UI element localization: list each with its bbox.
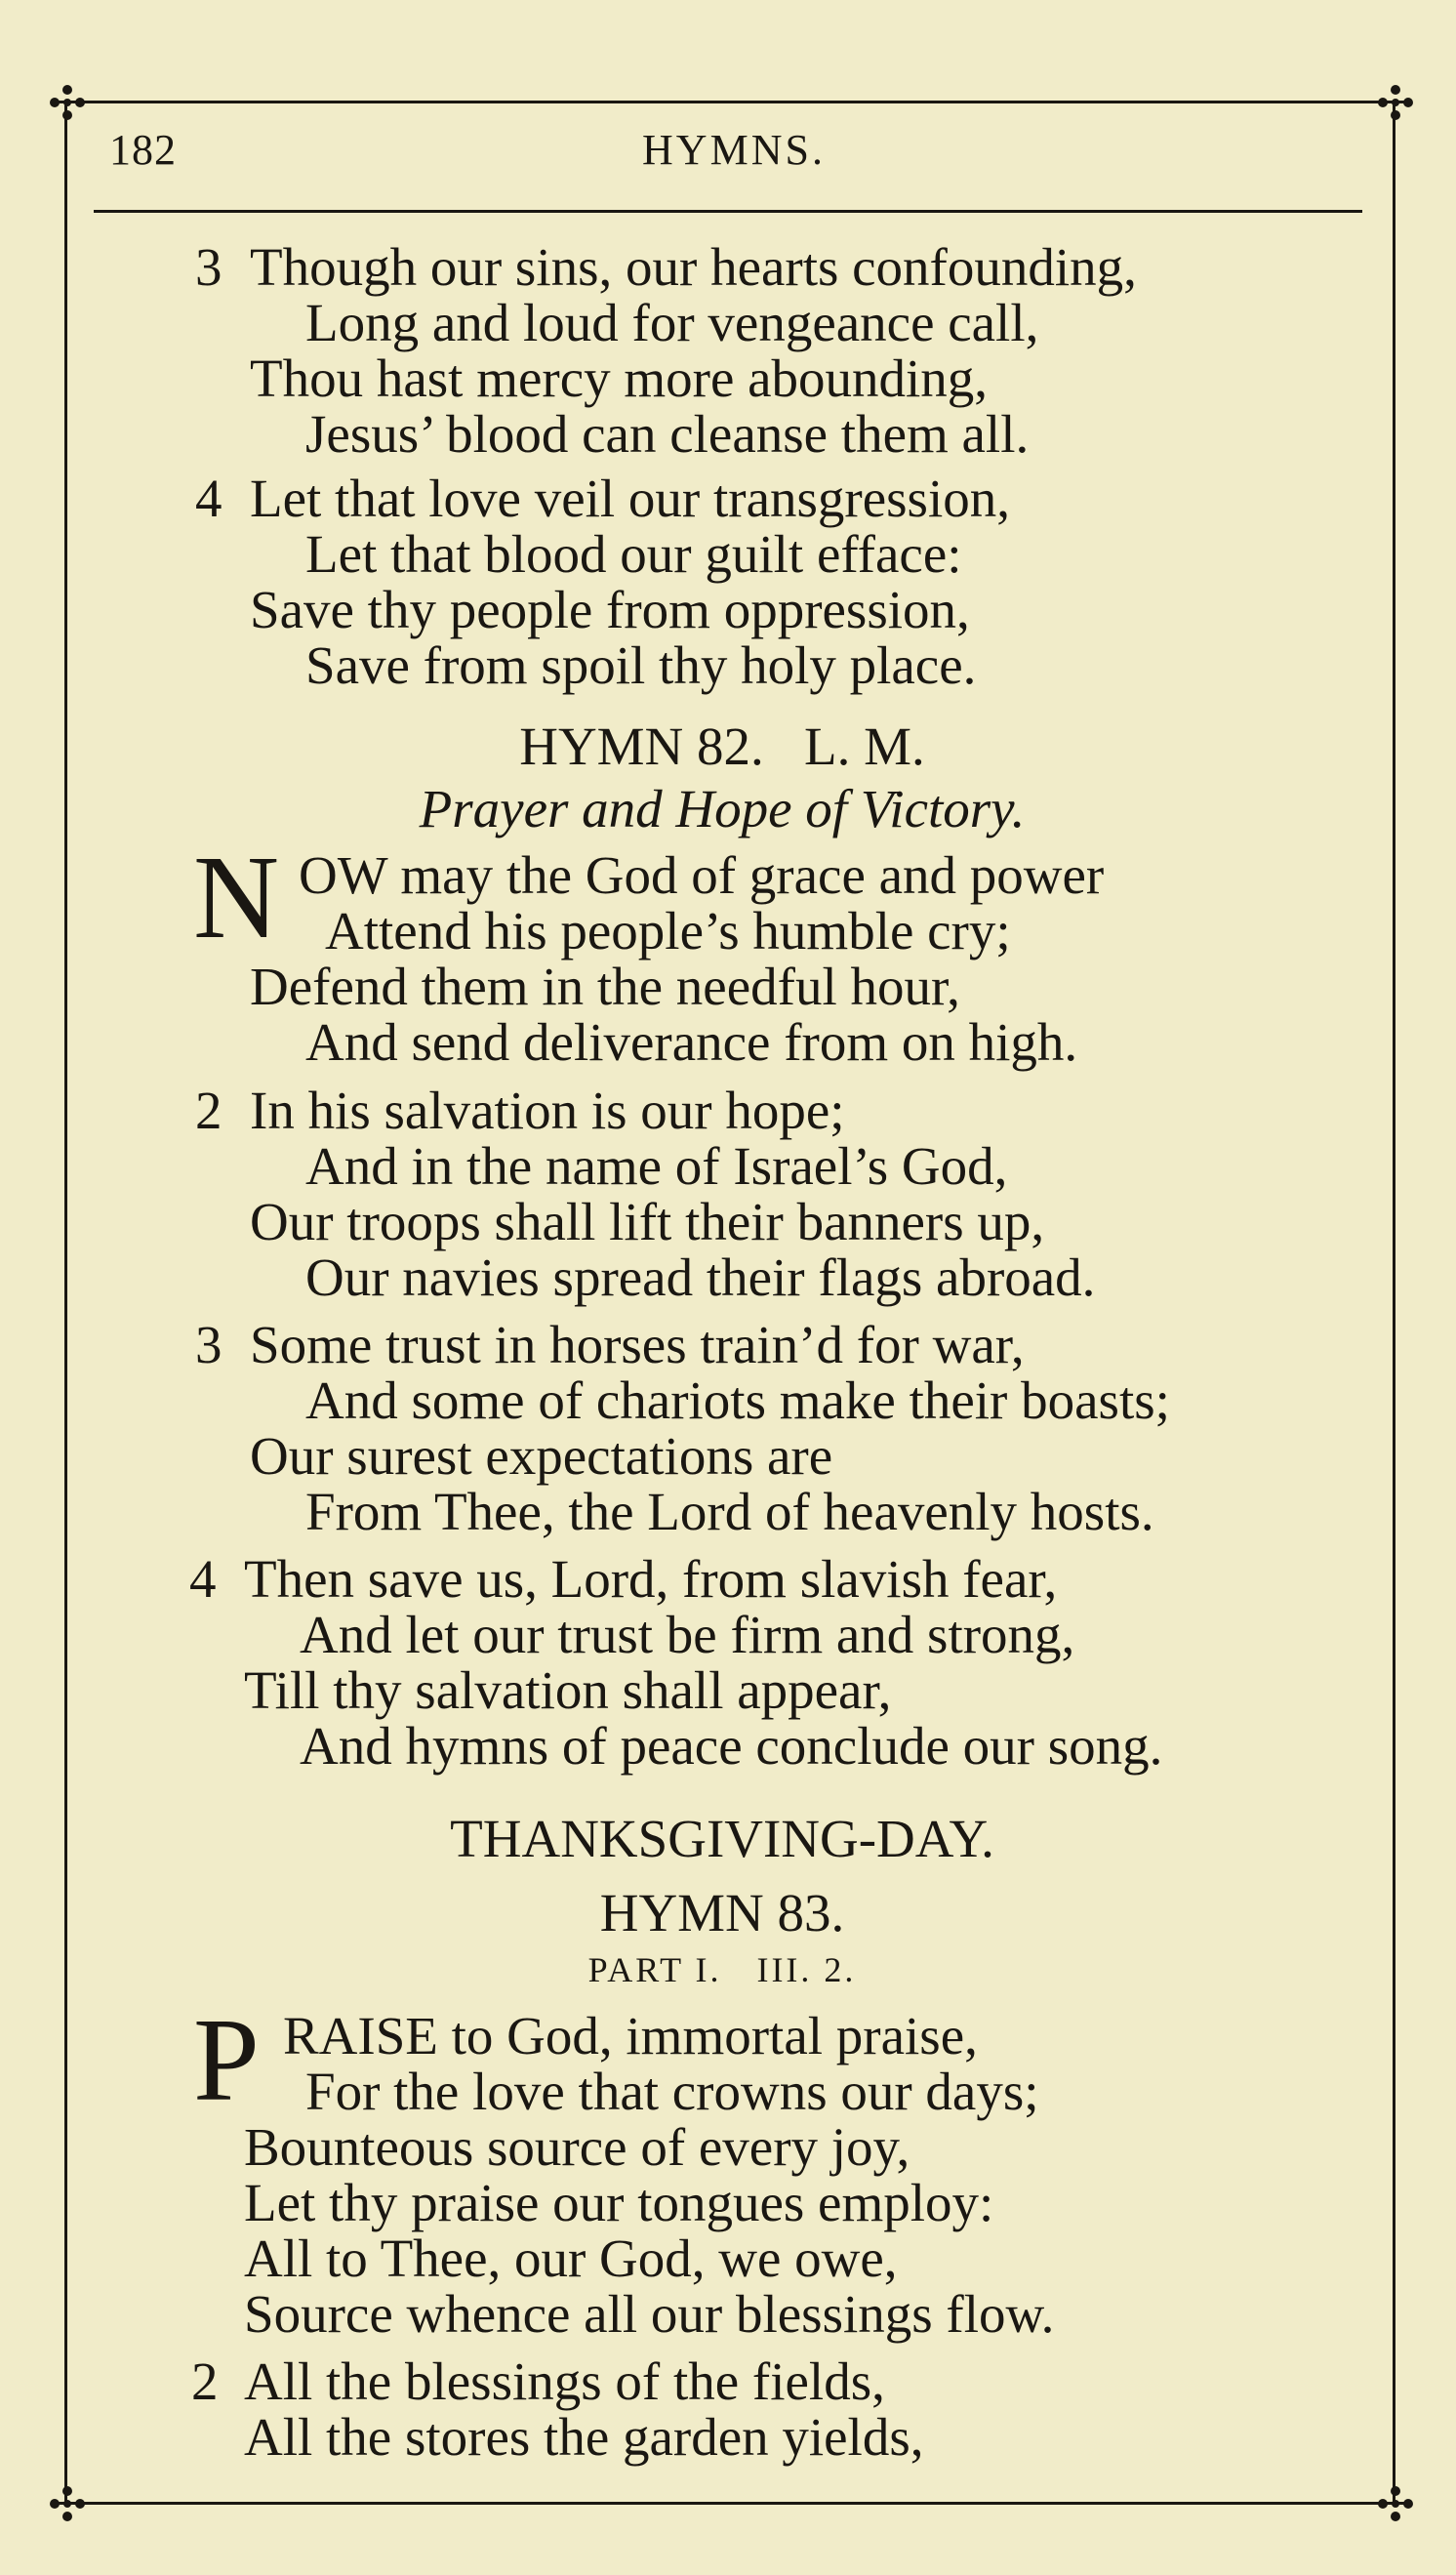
corner-ornament-icon: [43, 2479, 92, 2528]
verse-line: All the blessings of the fields,: [244, 2351, 885, 2411]
verse-line: Though our sins, our hearts confounding,: [250, 237, 1137, 297]
verse-line: Our surest expectations are: [250, 1426, 833, 1486]
verse-line: Our navies spread their flags abroad.: [305, 1247, 1096, 1307]
corner-ornament-icon: [43, 78, 92, 127]
verse-line: And in the name of Israel’s God,: [305, 1136, 1008, 1196]
verse-line: RAISE to God, immortal praise,: [283, 2006, 978, 2065]
drop-cap: N: [193, 832, 280, 963]
verse-number: 2: [191, 2351, 219, 2411]
verse-line: Some trust in horses train’d for war,: [250, 1315, 1025, 1374]
running-title: HYMNS.: [642, 126, 826, 174]
verse-line: Let thy praise our tongues employ:: [244, 2173, 994, 2232]
verse-line: All to Thee, our God, we owe,: [244, 2228, 898, 2288]
verse-line: Thou hast mercy more abounding,: [250, 348, 989, 408]
page-header: [109, 125, 1358, 184]
verse-number: 4: [189, 1549, 217, 1609]
verse-number: 3: [195, 237, 222, 297]
bottom-border-rule: [59, 2502, 1405, 2505]
page-number: 182: [109, 126, 177, 174]
verse-line: Jesus’ blood can cleanse them all.: [305, 404, 1030, 464]
part-meter-label: PART I. III. 2.: [587, 1950, 857, 1989]
top-border-rule: [59, 101, 1405, 103]
verse-line: And send deliverance from on high.: [305, 1012, 1078, 1072]
right-border-rule: [1393, 105, 1395, 2502]
verse-line: For the love that crowns our days;: [305, 2062, 1039, 2121]
verse-line: Our troops shall lift their banners up,: [250, 1192, 1045, 1251]
verse-number: 2: [195, 1081, 222, 1140]
verse-line: In his salvation is our hope;: [250, 1081, 845, 1140]
verse-line: And let our trust be firm and strong,: [300, 1605, 1075, 1664]
corner-ornament-icon: [1371, 78, 1420, 127]
verse-line: Bounteous source of every joy,: [244, 2117, 910, 2177]
hymn-heading: HYMN 82. L. M.: [519, 716, 925, 776]
verse-number: 3: [195, 1315, 222, 1374]
header-underline-rule: [94, 210, 1362, 213]
verse-line: From Thee, the Lord of heavenly hosts.: [305, 1482, 1154, 1541]
verse-line: Save from spoil thy holy place.: [305, 635, 977, 695]
verse-line: Let that love veil our transgression,: [250, 469, 1010, 528]
verse-line: All the stores the garden yields,: [244, 2407, 924, 2467]
hymn-heading: HYMN 83.: [599, 1883, 845, 1942]
verse-line: Defend them in the needful hour,: [250, 957, 960, 1016]
hymn-subtitle: Prayer and Hope of Victory.: [419, 779, 1026, 838]
verse-line: Save thy people from oppression,: [250, 580, 970, 639]
verse-line: Till thy salvation shall appear,: [244, 1660, 892, 1720]
verse-line: And some of chariots make their boasts;: [305, 1370, 1170, 1430]
left-border-rule: [64, 105, 67, 2502]
corner-ornament-icon: [1371, 2479, 1420, 2528]
verse-line: OW may the God of grace and power: [299, 845, 1105, 905]
verse-line: Long and loud for vengeance call,: [305, 293, 1039, 352]
section-title: THANKSGIVING-DAY.: [450, 1809, 994, 1868]
verse-line: Source whence all our blessings flow.: [244, 2284, 1055, 2344]
verse-number: 4: [195, 469, 222, 528]
verse-line: Then save us, Lord, from slavish fear,: [244, 1549, 1058, 1609]
verse-line: And hymns of peace conclude our song.: [300, 1716, 1163, 1776]
verse-line: Let that blood our guilt efface:: [305, 524, 962, 584]
verse-line: Attend his people’s humble cry;: [325, 901, 1011, 961]
drop-cap: P: [193, 1994, 260, 2126]
